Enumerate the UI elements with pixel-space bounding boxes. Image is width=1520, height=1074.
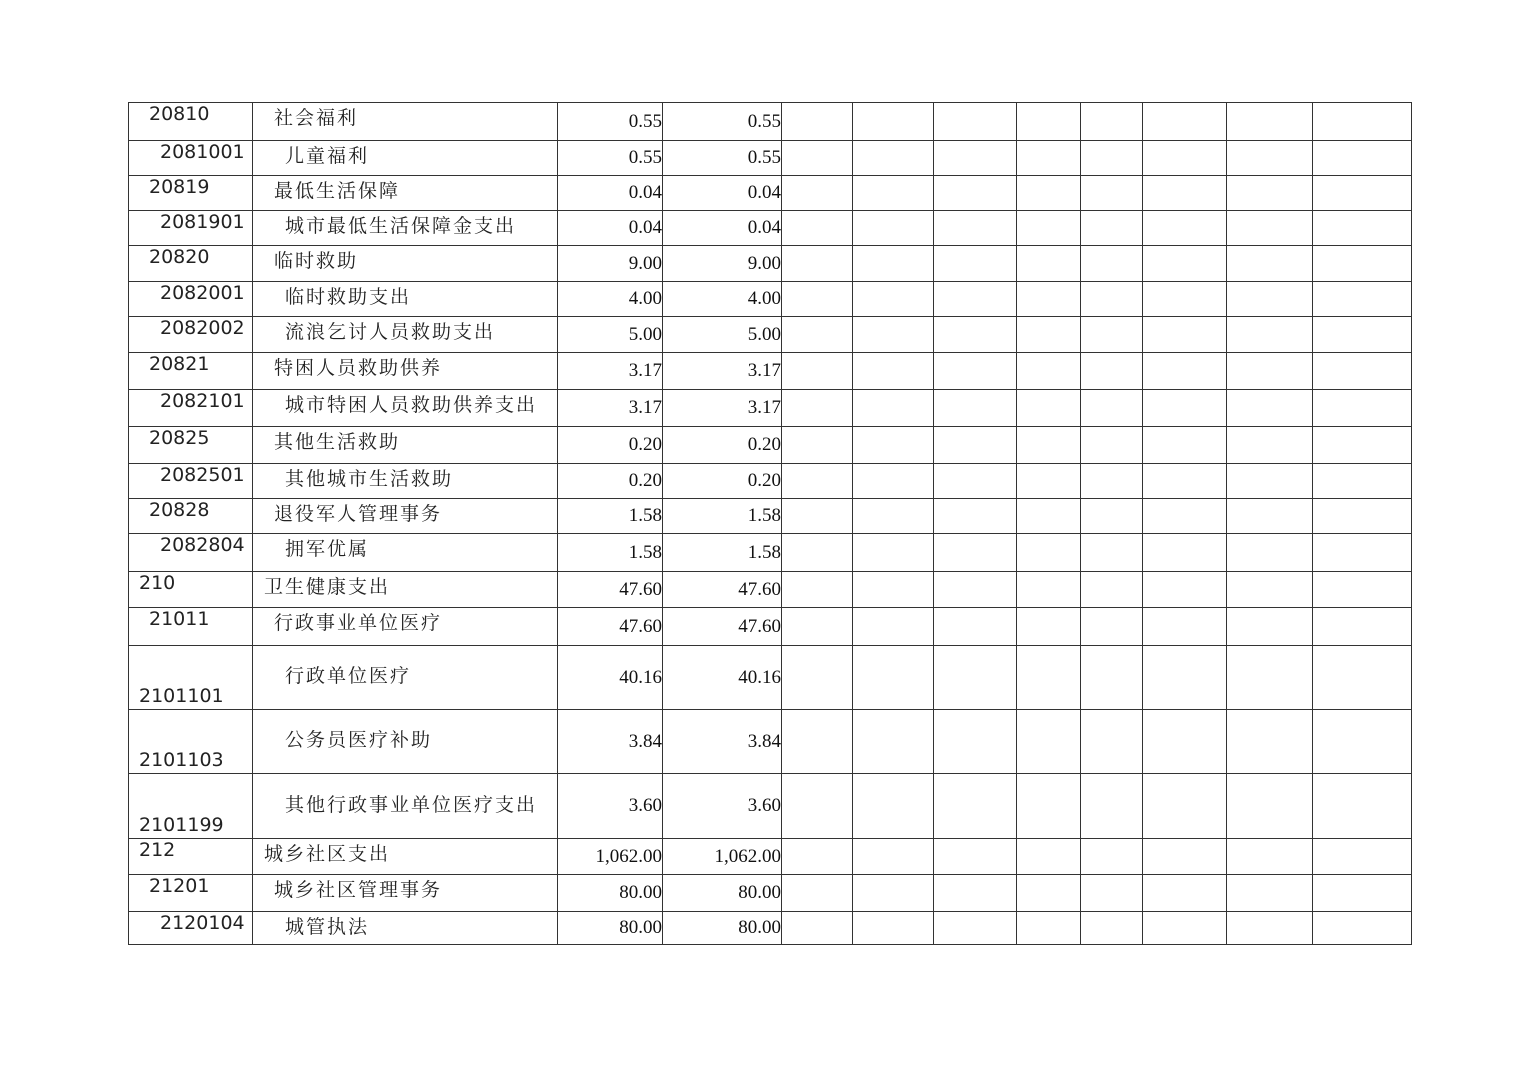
empty-cell [1143, 246, 1227, 282]
amount-total: 1.58 [558, 534, 663, 572]
table-row [129, 710, 1412, 774]
empty-cell [1143, 572, 1227, 608]
empty-cell [1313, 875, 1412, 912]
empty-cell [782, 646, 853, 710]
empty-cell [1143, 839, 1227, 875]
subject-code: 20810 [129, 103, 253, 141]
empty-cell [1313, 317, 1412, 353]
amount-total: 3.17 [558, 353, 663, 390]
empty-cell [853, 646, 934, 710]
empty-cell [934, 646, 1017, 710]
empty-cell [1227, 646, 1313, 710]
subject-name: 城管执法 [253, 912, 558, 945]
subject-code: 2082101 [129, 390, 253, 427]
empty-cell [1143, 103, 1227, 141]
empty-cell [1313, 427, 1412, 464]
empty-cell [853, 390, 934, 427]
subject-code: 2120104 [129, 912, 253, 945]
subject-code: 20820 [129, 246, 253, 282]
empty-cell [1143, 141, 1227, 176]
empty-cell [1143, 646, 1227, 710]
empty-cell [1081, 390, 1143, 427]
empty-cell [1313, 839, 1412, 875]
empty-cell [1227, 353, 1313, 390]
empty-cell [1227, 390, 1313, 427]
empty-cell [1143, 390, 1227, 427]
amount-basic: 80.00 [663, 912, 782, 945]
empty-cell [934, 608, 1017, 646]
table-row [129, 534, 1412, 572]
empty-cell [1143, 176, 1227, 211]
empty-cell [782, 912, 853, 945]
amount-total: 80.00 [558, 912, 663, 945]
empty-cell [1313, 774, 1412, 839]
empty-cell [934, 499, 1017, 534]
empty-cell [1227, 176, 1313, 211]
amount-total: 4.00 [558, 282, 663, 317]
empty-cell [1017, 646, 1081, 710]
amount-basic: 0.20 [663, 464, 782, 499]
empty-cell [853, 317, 934, 353]
empty-cell [1081, 774, 1143, 839]
subject-code: 2082501 [129, 464, 253, 499]
empty-cell [1313, 246, 1412, 282]
empty-cell [853, 912, 934, 945]
subject-code: 21201 [129, 875, 253, 912]
empty-cell [1017, 211, 1081, 246]
subject-name: 城市最低生活保障金支出 [253, 211, 558, 246]
subject-code: 2101101 [129, 646, 253, 710]
subject-name: 公务员医疗补助 [253, 710, 558, 774]
subject-code: 2082001 [129, 282, 253, 317]
empty-cell [1227, 710, 1313, 774]
amount-basic: 5.00 [663, 317, 782, 353]
empty-cell [782, 499, 853, 534]
table-body [129, 103, 1412, 945]
amount-basic: 4.00 [663, 282, 782, 317]
empty-cell [1143, 211, 1227, 246]
subject-code: 2101103 [129, 710, 253, 774]
empty-cell [1143, 912, 1227, 945]
empty-cell [1227, 774, 1313, 839]
empty-cell [782, 608, 853, 646]
empty-cell [782, 390, 853, 427]
empty-cell [1017, 774, 1081, 839]
empty-cell [782, 246, 853, 282]
empty-cell [1227, 317, 1313, 353]
empty-cell [1017, 572, 1081, 608]
amount-basic: 0.55 [663, 103, 782, 141]
amount-total: 80.00 [558, 875, 663, 912]
subject-name: 行政事业单位医疗 [253, 608, 558, 646]
amount-basic: 0.04 [663, 211, 782, 246]
empty-cell [782, 141, 853, 176]
empty-cell [1081, 353, 1143, 390]
empty-cell [1313, 646, 1412, 710]
table-row [129, 211, 1412, 246]
empty-cell [782, 839, 853, 875]
empty-cell [934, 282, 1017, 317]
empty-cell [1227, 282, 1313, 317]
empty-cell [934, 875, 1017, 912]
empty-cell [782, 534, 853, 572]
amount-total: 0.20 [558, 464, 663, 499]
amount-total: 0.04 [558, 176, 663, 211]
subject-code: 21011 [129, 608, 253, 646]
empty-cell [853, 774, 934, 839]
empty-cell [1227, 246, 1313, 282]
subject-name: 卫生健康支出 [253, 572, 558, 608]
empty-cell [1017, 176, 1081, 211]
table-row [129, 646, 1412, 710]
empty-cell [853, 499, 934, 534]
empty-cell [1081, 464, 1143, 499]
subject-name: 最低生活保障 [253, 176, 558, 211]
table-row [129, 176, 1412, 211]
empty-cell [1081, 646, 1143, 710]
empty-cell [853, 282, 934, 317]
empty-cell [853, 141, 934, 176]
empty-cell [934, 427, 1017, 464]
amount-basic: 9.00 [663, 246, 782, 282]
empty-cell [1017, 317, 1081, 353]
empty-cell [934, 246, 1017, 282]
empty-cell [1017, 103, 1081, 141]
empty-cell [1017, 427, 1081, 464]
table-row [129, 608, 1412, 646]
empty-cell [1017, 839, 1081, 875]
empty-cell [1081, 710, 1143, 774]
empty-cell [1143, 282, 1227, 317]
table-row [129, 499, 1412, 534]
amount-total: 0.04 [558, 211, 663, 246]
empty-cell [782, 103, 853, 141]
empty-cell [853, 839, 934, 875]
empty-cell [934, 710, 1017, 774]
empty-cell [934, 839, 1017, 875]
empty-cell [1081, 912, 1143, 945]
empty-cell [853, 427, 934, 464]
empty-cell [853, 176, 934, 211]
empty-cell [1313, 211, 1412, 246]
amount-basic: 0.20 [663, 427, 782, 464]
empty-cell [853, 572, 934, 608]
empty-cell [1017, 875, 1081, 912]
empty-cell [1017, 246, 1081, 282]
amount-total: 40.16 [558, 646, 663, 710]
table-row [129, 103, 1412, 141]
empty-cell [934, 390, 1017, 427]
empty-cell [782, 282, 853, 317]
amount-basic: 1.58 [663, 499, 782, 534]
amount-total: 5.00 [558, 317, 663, 353]
empty-cell [934, 572, 1017, 608]
empty-cell [1081, 246, 1143, 282]
subject-name: 城市特困人员救助供养支出 [253, 390, 558, 427]
amount-total: 0.55 [558, 141, 663, 176]
empty-cell [1143, 427, 1227, 464]
empty-cell [1081, 427, 1143, 464]
empty-cell [1227, 875, 1313, 912]
subject-code: 20828 [129, 499, 253, 534]
empty-cell [853, 103, 934, 141]
subject-name: 社会福利 [253, 103, 558, 141]
subject-name: 城乡社区支出 [253, 839, 558, 875]
subject-name: 其他城市生活救助 [253, 464, 558, 499]
empty-cell [1017, 390, 1081, 427]
empty-cell [1227, 464, 1313, 499]
empty-cell [782, 464, 853, 499]
empty-cell [1017, 710, 1081, 774]
table-row [129, 875, 1412, 912]
empty-cell [1227, 572, 1313, 608]
empty-cell [782, 317, 853, 353]
subject-name: 临时救助支出 [253, 282, 558, 317]
empty-cell [1017, 499, 1081, 534]
empty-cell [1227, 608, 1313, 646]
amount-basic: 3.84 [663, 710, 782, 774]
empty-cell [1313, 608, 1412, 646]
amount-basic: 3.60 [663, 774, 782, 839]
empty-cell [1081, 875, 1143, 912]
empty-cell [934, 912, 1017, 945]
empty-cell [1313, 176, 1412, 211]
amount-basic: 0.04 [663, 176, 782, 211]
subject-code: 2101199 [129, 774, 253, 839]
amount-total: 47.60 [558, 608, 663, 646]
empty-cell [934, 353, 1017, 390]
empty-cell [1313, 912, 1412, 945]
empty-cell [1143, 464, 1227, 499]
table-row [129, 282, 1412, 317]
empty-cell [1081, 317, 1143, 353]
subject-name: 其他行政事业单位医疗支出 [253, 774, 558, 839]
table-row [129, 141, 1412, 176]
amount-basic: 80.00 [663, 875, 782, 912]
empty-cell [1227, 839, 1313, 875]
amount-basic: 40.16 [663, 646, 782, 710]
empty-cell [1017, 141, 1081, 176]
empty-cell [853, 211, 934, 246]
empty-cell [1143, 499, 1227, 534]
amount-basic: 1,062.00 [663, 839, 782, 875]
empty-cell [1313, 710, 1412, 774]
empty-cell [1081, 572, 1143, 608]
empty-cell [1313, 572, 1412, 608]
empty-cell [1143, 710, 1227, 774]
empty-cell [782, 427, 853, 464]
empty-cell [1143, 353, 1227, 390]
amount-basic: 1.58 [663, 534, 782, 572]
table-row [129, 246, 1412, 282]
budget-expenditure-table [128, 102, 1412, 945]
amount-total: 3.17 [558, 390, 663, 427]
table-row [129, 390, 1412, 427]
empty-cell [782, 710, 853, 774]
empty-cell [853, 710, 934, 774]
amount-basic: 47.60 [663, 572, 782, 608]
amount-total: 3.60 [558, 774, 663, 839]
subject-code: 20821 [129, 353, 253, 390]
empty-cell [853, 608, 934, 646]
empty-cell [934, 103, 1017, 141]
empty-cell [934, 317, 1017, 353]
table-row [129, 464, 1412, 499]
subject-name: 退役军人管理事务 [253, 499, 558, 534]
amount-total: 0.55 [558, 103, 663, 141]
subject-name: 儿童福利 [253, 141, 558, 176]
empty-cell [934, 176, 1017, 211]
empty-cell [853, 875, 934, 912]
empty-cell [1313, 103, 1412, 141]
amount-total: 9.00 [558, 246, 663, 282]
empty-cell [1017, 353, 1081, 390]
empty-cell [1081, 211, 1143, 246]
empty-cell [1081, 282, 1143, 317]
subject-name: 其他生活救助 [253, 427, 558, 464]
empty-cell [1313, 534, 1412, 572]
amount-total: 3.84 [558, 710, 663, 774]
empty-cell [1017, 464, 1081, 499]
empty-cell [1081, 141, 1143, 176]
amount-total: 0.20 [558, 427, 663, 464]
subject-name: 拥军优属 [253, 534, 558, 572]
empty-cell [1313, 390, 1412, 427]
amount-total: 47.60 [558, 572, 663, 608]
table-row [129, 774, 1412, 839]
empty-cell [1227, 912, 1313, 945]
amount-total: 1,062.00 [558, 839, 663, 875]
empty-cell [1227, 103, 1313, 141]
empty-cell [1227, 211, 1313, 246]
empty-cell [1143, 534, 1227, 572]
amount-basic: 47.60 [663, 608, 782, 646]
empty-cell [1017, 534, 1081, 572]
empty-cell [853, 464, 934, 499]
table-row [129, 912, 1412, 945]
empty-cell [782, 211, 853, 246]
amount-basic: 0.55 [663, 141, 782, 176]
empty-cell [782, 353, 853, 390]
subject-code: 20819 [129, 176, 253, 211]
empty-cell [1143, 317, 1227, 353]
amount-basic: 3.17 [663, 353, 782, 390]
empty-cell [934, 211, 1017, 246]
amount-basic: 3.17 [663, 390, 782, 427]
empty-cell [853, 534, 934, 572]
empty-cell [1081, 176, 1143, 211]
subject-code: 2081901 [129, 211, 253, 246]
empty-cell [1313, 282, 1412, 317]
empty-cell [782, 176, 853, 211]
subject-code: 212 [129, 839, 253, 875]
empty-cell [934, 534, 1017, 572]
empty-cell [1143, 774, 1227, 839]
subject-name: 城乡社区管理事务 [253, 875, 558, 912]
subject-name: 临时救助 [253, 246, 558, 282]
empty-cell [1017, 912, 1081, 945]
empty-cell [782, 875, 853, 912]
subject-code: 210 [129, 572, 253, 608]
table-row [129, 572, 1412, 608]
empty-cell [782, 774, 853, 839]
empty-cell [1081, 499, 1143, 534]
empty-cell [934, 464, 1017, 499]
subject-name: 行政单位医疗 [253, 646, 558, 710]
amount-total: 1.58 [558, 499, 663, 534]
empty-cell [1081, 534, 1143, 572]
subject-code: 2082804 [129, 534, 253, 572]
empty-cell [1313, 499, 1412, 534]
subject-name: 特困人员救助供养 [253, 353, 558, 390]
subject-code: 2082002 [129, 317, 253, 353]
empty-cell [1143, 608, 1227, 646]
subject-name: 流浪乞讨人员救助支出 [253, 317, 558, 353]
empty-cell [1017, 608, 1081, 646]
empty-cell [1227, 499, 1313, 534]
empty-cell [782, 572, 853, 608]
empty-cell [1313, 141, 1412, 176]
table-row [129, 353, 1412, 390]
table-row [129, 427, 1412, 464]
empty-cell [934, 774, 1017, 839]
empty-cell [1143, 875, 1227, 912]
table-row [129, 839, 1412, 875]
empty-cell [1081, 103, 1143, 141]
empty-cell [1227, 427, 1313, 464]
empty-cell [1313, 353, 1412, 390]
table-row [129, 317, 1412, 353]
empty-cell [853, 353, 934, 390]
empty-cell [853, 246, 934, 282]
empty-cell [1081, 608, 1143, 646]
empty-cell [1017, 282, 1081, 317]
empty-cell [1081, 839, 1143, 875]
empty-cell [1227, 141, 1313, 176]
subject-code: 2081001 [129, 141, 253, 176]
empty-cell [1313, 464, 1412, 499]
subject-code: 20825 [129, 427, 253, 464]
empty-cell [1227, 534, 1313, 572]
empty-cell [934, 141, 1017, 176]
